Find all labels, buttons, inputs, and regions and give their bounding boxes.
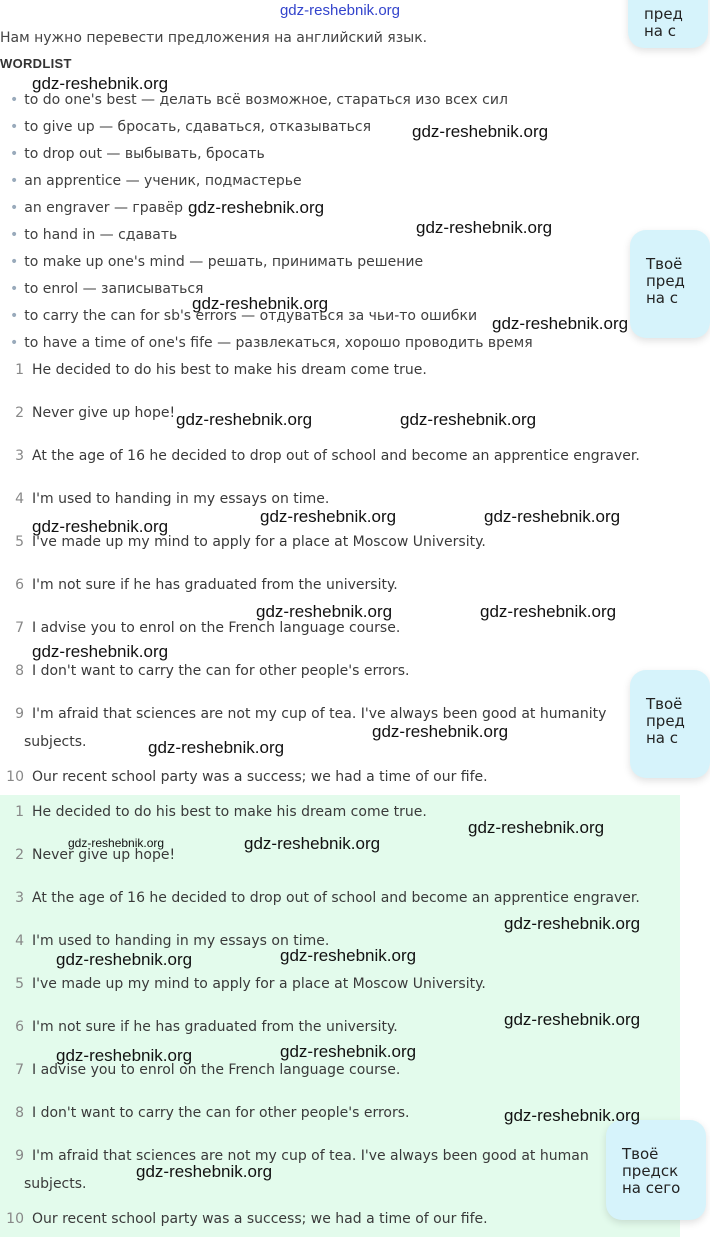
sentence-text: I'm not sure if he has graduated from the university. — [32, 1019, 398, 1035]
wordlist-item-text: to drop out — выбывать, бросать — [24, 146, 265, 162]
sentence-number: 10 — [6, 769, 24, 785]
sentence-item — [0, 405, 175, 421]
wordlist-item — [10, 200, 183, 216]
bubble-text-line: пред — [644, 5, 683, 23]
prediction-bubble[interactable] — [606, 1120, 706, 1220]
watermark: gdz-reshebnik.org — [188, 198, 325, 217]
sentence-item — [0, 362, 427, 378]
wordlist-item-text: an engraver — гравёр — [24, 200, 184, 216]
bubble-text-line: на с — [644, 22, 677, 40]
sentence-text: I'm afraid that sciences are not my cup of tea. I've always been good at human — [32, 1148, 589, 1164]
watermark: gdz-reshebnik.org — [32, 74, 169, 93]
sentence-item — [0, 1148, 589, 1164]
watermark: gdz-reshebnik.org — [484, 507, 621, 526]
wordlist-item — [10, 92, 508, 108]
sentence-number: 3 — [15, 890, 24, 906]
bullet-icon: • — [10, 308, 19, 324]
sentence-text: I advise you to enrol on the French language course. — [32, 620, 401, 636]
bubble-text-line: Твоё — [622, 1145, 659, 1163]
wordlist-item — [10, 335, 533, 351]
sentence-number: 1 — [15, 804, 24, 820]
wordlist-item — [10, 119, 371, 135]
bullet-icon: • — [10, 335, 19, 351]
sentence-number: 1 — [15, 362, 24, 378]
wordlist-item-text: to enrol — записываться — [24, 281, 204, 297]
watermark: gdz-reshebnik.org — [492, 314, 629, 333]
sentence-number: 4 — [15, 491, 24, 507]
sentence-number: 9 — [15, 1148, 24, 1164]
bullet-icon: • — [10, 254, 19, 270]
sentence-text: At the age of 16 he decided to drop out of school and become an apprentice engraver. — [32, 448, 640, 464]
sentence-text: He decided to do his best to make his dream come true. — [32, 362, 427, 378]
bullet-icon: • — [10, 92, 19, 108]
sentence-number: 9 — [15, 706, 24, 722]
sentence-item — [0, 706, 606, 722]
sentence-text: I've made up my mind to apply for a place at Moscow University. — [32, 534, 486, 550]
wordlist-item-text: to hand in — сдавать — [24, 227, 178, 243]
bubble-text-line: на с — [646, 289, 679, 307]
watermark: gdz-reshebnik.org — [504, 1106, 641, 1125]
watermark: gdz-reshebnik.org — [504, 914, 641, 933]
sentence-number: 2 — [15, 847, 24, 863]
wordlist-item-text: to give up — бросать, сдаваться, отказываться — [24, 119, 372, 135]
sentence-item — [0, 491, 329, 507]
wordlist-item — [10, 227, 177, 243]
watermark: gdz-reshebnik.org — [412, 122, 549, 141]
wordlist-item — [10, 146, 265, 162]
bullet-icon: • — [10, 200, 19, 216]
sentence-text: I'm not sure if he has graduated from the university. — [32, 577, 398, 593]
watermark: gdz-reshebnik.org — [32, 642, 169, 661]
watermark: gdz-reshebnik.org — [504, 1010, 641, 1029]
wordlist-item-text: to have a time of one's fife — развлекаться, хорошо проводить время — [24, 335, 533, 351]
watermark: gdz-reshebnik.org — [480, 602, 617, 621]
sentence-item — [0, 1211, 488, 1227]
sentence-text: I'm afraid that sciences are not my cup of tea. I've always been good at humanity — [32, 706, 607, 722]
sentence-text: I've made up my mind to apply for a place at Moscow University. — [32, 976, 486, 992]
sentence-text: I'm used to handing in my essays on time. — [32, 933, 330, 949]
sentence-continuation: subjects. — [24, 734, 87, 750]
bullet-icon: • — [10, 146, 19, 162]
bullet-icon: • — [10, 173, 19, 189]
sentence-number: 6 — [15, 1019, 24, 1035]
watermark: gdz-reshebnik.org — [68, 836, 165, 850]
sentence-item — [0, 663, 409, 679]
bubble-text-line: на с — [646, 729, 679, 747]
watermark: gdz-reshebnik.org — [136, 1162, 273, 1181]
site-watermark: gdz-reshebnik.org — [279, 2, 401, 19]
sentence-continuation: subjects. — [24, 1176, 87, 1192]
sentence-text: He decided to do his best to make his dream come true. — [32, 804, 427, 820]
bullet-icon: • — [10, 119, 19, 135]
sentence-number: 10 — [6, 1211, 24, 1227]
sentence-number: 2 — [15, 405, 24, 421]
sentence-number: 5 — [15, 976, 24, 992]
watermark: gdz-reshebnik.org — [260, 507, 397, 526]
bubble-text-line: пред — [646, 272, 685, 290]
watermark: gdz-reshebnik.org — [56, 950, 193, 969]
wordlist-item-text: an apprentice — ученик, подмастерье — [24, 173, 302, 189]
sentence-item — [0, 620, 400, 636]
sentence-item — [0, 448, 640, 464]
sentence-number: 5 — [15, 534, 24, 550]
sentence-number: 7 — [15, 620, 24, 636]
wordlist-item-text: to do one's best — делать всё возможное, стараться изо всех сил — [24, 92, 508, 108]
bubble-text-line: предск — [622, 1162, 679, 1180]
bubble-text-line: Твоё — [646, 695, 683, 713]
sentence-text: I don't want to carry the can for other people's errors. — [32, 663, 410, 679]
bubble-text-line: на сего — [622, 1179, 681, 1197]
wordlist-item — [10, 281, 203, 297]
sentence-item — [0, 1019, 398, 1035]
watermark: gdz-reshebnik.org — [468, 818, 605, 837]
wordlist-item — [10, 254, 423, 270]
sentence-number: 4 — [15, 933, 24, 949]
watermark: gdz-reshebnik.org — [32, 517, 169, 536]
sentence-number: 8 — [15, 1105, 24, 1121]
sentence-text: Our recent school party was a success; we had a time of our fife. — [32, 769, 488, 785]
wordlist-title: WORDLIST — [0, 56, 72, 71]
bubble-text-line: пред — [646, 712, 685, 730]
bubble-text-line: Твоё — [646, 255, 683, 273]
task-intro: Нам нужно перевести предложения на английский язык. — [0, 30, 428, 46]
sentence-item — [0, 577, 398, 593]
watermark: gdz-reshebnik.org — [280, 946, 417, 965]
watermark: gdz-reshebnik.org — [400, 410, 537, 429]
watermark: gdz-reshebnik.org — [280, 1042, 417, 1061]
prediction-bubble[interactable] — [630, 670, 710, 778]
sentence-item — [0, 804, 427, 820]
sentence-text: I advise you to enrol on the French language course. — [32, 1062, 401, 1078]
prediction-bubble[interactable] — [628, 0, 708, 48]
sentence-text: I don't want to carry the can for other people's errors. — [32, 1105, 410, 1121]
sentence-item — [0, 769, 488, 785]
bullet-icon: • — [10, 227, 19, 243]
sentence-text: Our recent school party was a success; we had a time of our fife. — [32, 1211, 488, 1227]
wordlist-item — [10, 173, 302, 189]
watermark: gdz-reshebnik.org — [416, 218, 553, 237]
sentence-text: Never give up hope! — [32, 405, 176, 421]
watermark: gdz-reshebnik.org — [192, 294, 329, 313]
watermark: gdz-reshebnik.org — [56, 1046, 193, 1065]
sentence-item — [0, 1105, 409, 1121]
wordlist-item-text: to carry the can for sb's errors — отдуваться за чьи-то ошибки — [24, 308, 478, 324]
sentence-number: 7 — [15, 1062, 24, 1078]
wordlist-item-text: to make up one's mind — решать, принимать решение — [24, 254, 424, 270]
bullet-icon: • — [10, 281, 19, 297]
sentence-number: 8 — [15, 663, 24, 679]
sentence-text: I'm used to handing in my essays on time. — [32, 491, 330, 507]
prediction-bubble[interactable] — [630, 230, 710, 338]
sentence-number: 3 — [15, 448, 24, 464]
sentence-item — [0, 976, 486, 992]
sentence-text: At the age of 16 he decided to drop out of school and become an apprentice engraver. — [32, 890, 640, 906]
sentence-text: Never give up hope! — [32, 847, 176, 863]
sentence-number: 6 — [15, 577, 24, 593]
watermark: gdz-reshebnik.org — [256, 602, 393, 621]
watermark: gdz-reshebnik.org — [372, 722, 509, 741]
watermark: gdz-reshebnik.org — [244, 834, 381, 853]
watermark: gdz-reshebnik.org — [148, 738, 285, 757]
sentence-item — [0, 890, 640, 906]
watermark: gdz-reshebnik.org — [176, 410, 313, 429]
